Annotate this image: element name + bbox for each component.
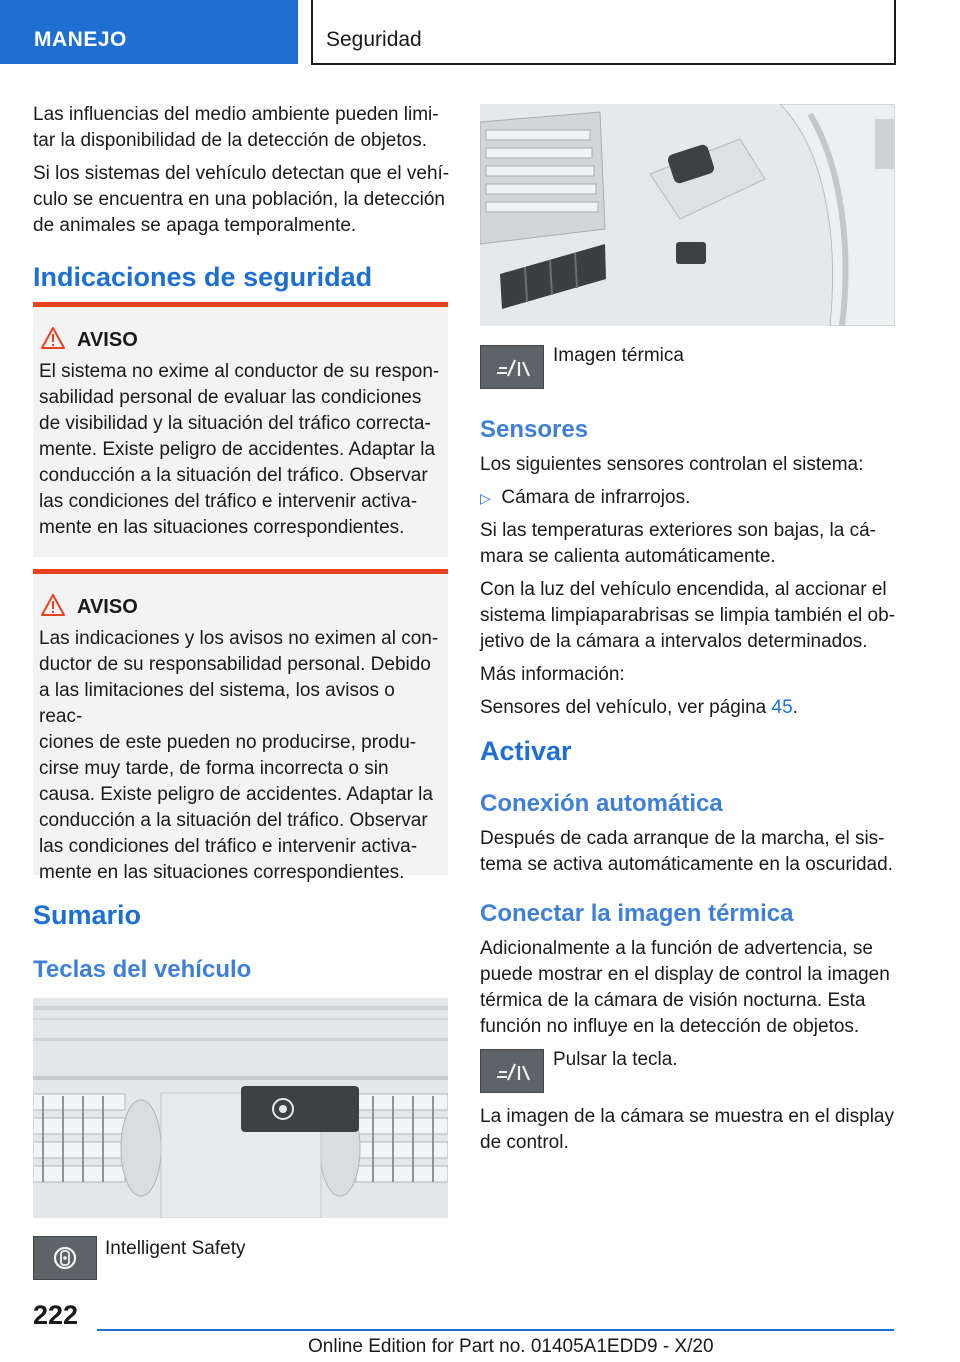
text-line: ductor de su responsabilidad personal. Debido [39, 654, 431, 675]
text-line: Si las temperaturas exteriores son bajas, la cá‐ [480, 520, 877, 541]
text-line: conducción a la situación del tráfico. Observar [39, 465, 428, 486]
reference-end: . [792, 697, 798, 718]
cross-reference [480, 695, 900, 721]
text-line: las condiciones del tráfico e intervenir activa‐ [39, 491, 418, 512]
text-line: de animales se apaga temporalmente. [33, 215, 357, 236]
reference-text: Sensores del vehículo, ver página [480, 697, 772, 718]
text-line: culo se encuentra en una población, la detección [33, 189, 445, 210]
text-line: de visibilidad y la situación del tráfico correcta‐ [39, 413, 431, 434]
warning-box [33, 569, 448, 883]
bullet-triangle-icon: ▷ [480, 490, 491, 506]
heading-sensors: Sensores [480, 416, 589, 443]
heading-connect-thermal: Conectar la imagen térmica [480, 900, 794, 927]
text-line: las condiciones del tráfico e intervenir activa‐ [39, 836, 418, 857]
text-line: Las influencias del medio ambiente pueden limi‐ [33, 104, 439, 125]
text-line: tema se activa automáticamente en la oscuridad. [480, 854, 893, 875]
text-line: Con la luz del vehículo encendida, al accionar el [480, 579, 887, 600]
auto-connection-text [480, 826, 900, 878]
text-line: a las limitaciones del sistema, los avisos o reac‐ [39, 680, 395, 727]
text-line: conducción a la situación del tráfico. Observar [39, 810, 428, 831]
thermal-image-button-icon [480, 345, 544, 389]
text-line: mente en las situaciones correspondientes. [39, 517, 405, 538]
warning-title: AVISO [77, 596, 138, 618]
text-line: Los siguientes sensores controlan el sistema: [480, 454, 864, 475]
page-link[interactable]: 45 [771, 697, 793, 718]
section-label: MANEJO [34, 28, 127, 51]
text-line: Adicionalmente a la función de advertencia, se [480, 938, 873, 959]
text-line: Más información: [480, 664, 625, 685]
warning-box [33, 302, 448, 557]
footer-rule [97, 1329, 894, 1331]
bullet-text: Cámara de infrarrojos. [501, 487, 691, 508]
text-line: causa. Existe peligro de accidentes. Adaptar la [39, 784, 433, 805]
warning-triangle-icon [41, 327, 65, 349]
text-line: puede mostrar en el display de control la imagen [480, 964, 890, 985]
text-line: ciones de este pueden no producirse, produ‐ [39, 732, 417, 753]
text-line: El sistema no exime al conductor de su respon‐ [39, 361, 440, 382]
text-line: Las indicaciones y los avisos no eximen al con‐ [39, 628, 439, 649]
warning-body [39, 626, 443, 886]
heading-vehicle-keys: Teclas del vehículo [33, 956, 252, 983]
text-line: tar la disponibilidad de la detección de objetos. [33, 130, 427, 151]
heading-summary: Sumario [33, 900, 142, 930]
sensors-section [480, 452, 900, 721]
steering-column-photo [480, 104, 895, 326]
heading-safety: Indicaciones de seguridad [33, 262, 373, 292]
bullet-item [480, 485, 900, 511]
header-right-divider [894, 0, 896, 65]
dashboard-illustration [33, 998, 448, 1218]
heading-auto-connection: Conexión automática [480, 790, 723, 817]
warning-title: AVISO [77, 329, 138, 351]
text-line: La imagen de la cámara se muestra en el display [480, 1106, 895, 1127]
text-line: sistema limpiaparabrisas se limpia también el ob‐ [480, 605, 896, 626]
thermal-image-key-icon [480, 1049, 544, 1093]
text-line: sabilidad personal de evaluar las condiciones [39, 387, 422, 408]
text-line: Si los sistemas del vehículo detectan que el vehí‐ [33, 163, 450, 184]
header-underline [311, 63, 896, 65]
header-divider [311, 0, 313, 64]
caption-intelligent-safety: Intelligent Safety [105, 1238, 246, 1259]
warning-triangle-icon [41, 594, 65, 616]
intelligent-safety-button-icon [33, 1236, 97, 1280]
text-line: térmica de la cámara de visión nocturna. Esta [480, 990, 866, 1011]
steering-illustration [480, 104, 895, 326]
connect-thermal-text [480, 936, 900, 1040]
caption-thermal-image: Imagen térmica [553, 345, 684, 366]
text-line: mente en las situaciones correspondientes. [39, 862, 405, 883]
text-line: Después de cada arranque de la marcha, el sis‐ [480, 828, 885, 849]
text-line: cirse muy tarde, de forma incorrecta o sin [39, 758, 389, 779]
page-number: 222 [33, 1300, 79, 1330]
dashboard-buttons-photo [33, 998, 448, 1218]
press-key-text: Pulsar la tecla. [553, 1049, 678, 1070]
edition-note: Online Edition for Part no. 01405A1EDD9 - X/20 [308, 1336, 714, 1357]
section-tab [0, 0, 298, 64]
final-text [480, 1104, 900, 1156]
page-title: Seguridad [326, 28, 422, 51]
text-line: jetivo de la cámara a intervalos determinados. [480, 631, 868, 652]
text-line: función no influye en la detección de objetos. [480, 1016, 860, 1037]
warning-body [39, 359, 443, 541]
text-line: mara se calienta automáticamente. [480, 546, 776, 567]
text-line: mente. Existe peligro de accidentes. Adaptar la [39, 439, 436, 460]
text-line: de control. [480, 1132, 569, 1153]
intro-text [33, 102, 453, 239]
heading-activate: Activar [480, 736, 572, 766]
